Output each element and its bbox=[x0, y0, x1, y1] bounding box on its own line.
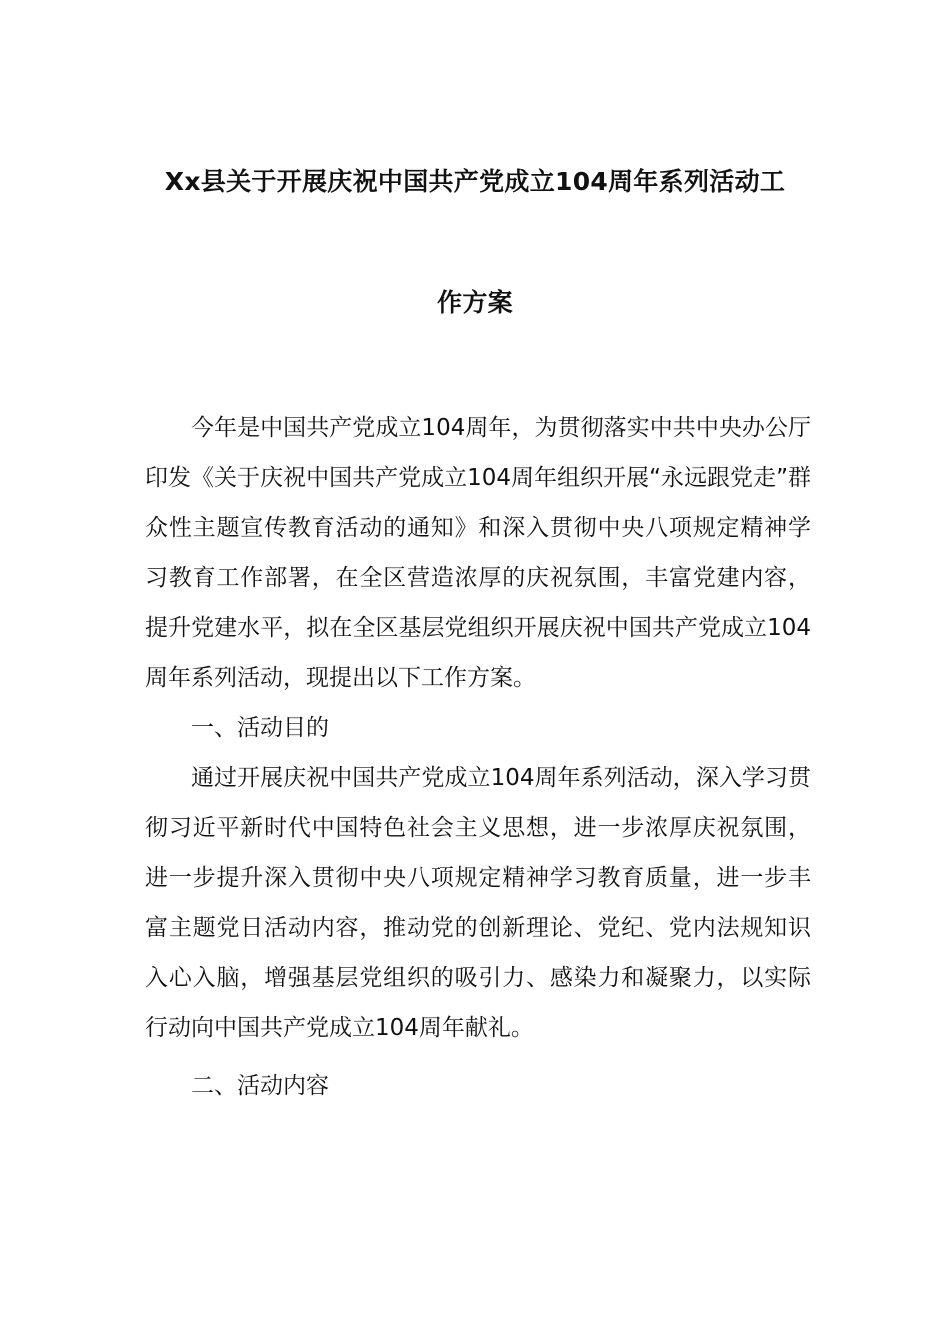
document-title-line-1: Xx县关于开展庆祝中国共产党成立104周年系列活动工 bbox=[164, 167, 786, 196]
section-heading-content: 二、活动内容 bbox=[191, 1073, 329, 1099]
document-title-line-2: 作方案 bbox=[437, 288, 513, 317]
document-body bbox=[145, 403, 811, 1111]
purpose-paragraph: 通过开展庆祝中国共产党成立104周年系列活动，深入学习贯彻习近平新时代中国特色社会主义思想，进一步浓厚庆祝氛围，进一步提升深入贯彻中央八项规定精神学习教育质量，进一步丰富主题党日活动内容，推动党的创新理论、党纪、党内法规知识入心入脑，增强基层党组织的吸引力、感染力和凝聚力，以实际行动向中国共产党成立104周年献礼。 bbox=[145, 765, 811, 1041]
section-heading-purpose: 一、活动目的 bbox=[191, 715, 329, 741]
intro-paragraph: 今年是中国共产党成立104周年，为贯彻落实中共中央办公厅印发《关于庆祝中国共产党成立104周年组织开展“永远跟党走”群众性主题宣传教育活动的通知》和深入贯彻中央八项规定精神学习教育工作部署，在全区营造浓厚的庆祝氛围，丰富党建内容，提升党建水平，拟在全区基层党组织开展庆祝中国共产党成立104周年系列活动，现提出以下工作方案。 bbox=[145, 415, 811, 691]
